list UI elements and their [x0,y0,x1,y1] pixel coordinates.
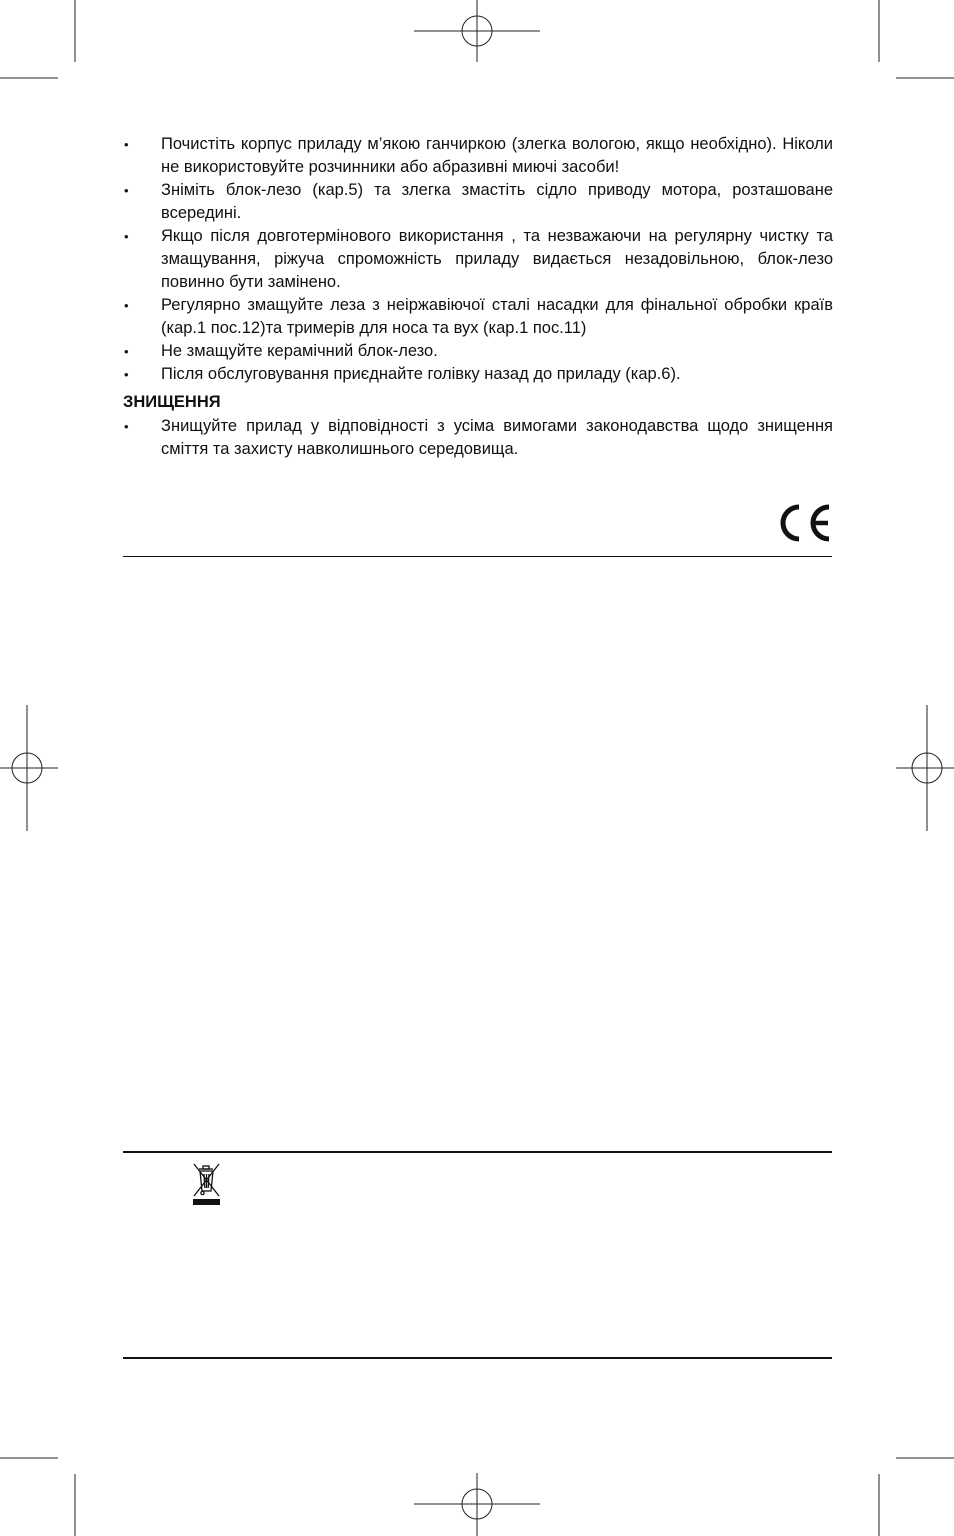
registration-mark-left [0,705,58,831]
list-item-text: Знищуйте прилад у відповідності з усіма вимогами законодавства щодо знищення сміття та захисту навколишнього середовища. [161,417,833,458]
page-content [123,133,833,461]
registration-mark-bottom [414,1473,540,1536]
list-item-text: Почистіть корпус приладу м’якою ганчиркою (злегка вологою, якщо необхідно). Ніколи не використовуйте розчинники або абразивні миючі засоби! [161,135,833,176]
divider [123,556,832,557]
list-item [123,225,833,294]
disposal-heading: ЗНИЩЕННЯ [123,393,221,411]
list-item [123,179,833,225]
list-item-text: Не змащуйте керамічний блок-лезо. [161,342,438,360]
list-item [123,340,833,363]
registration-mark-right [896,705,954,831]
bullet-icon: • [124,419,129,434]
list-item-text: Якщо після довготермінового використання , та незважаючи на регулярну чистку та змащування, ріжуча спроможність приладу видається незадовільною, блок-лезо повинно бути замінено. [161,227,833,291]
registration-mark-top [414,0,540,62]
divider [123,1151,832,1153]
bullet-icon: • [124,137,129,152]
ce-mark-icon [775,503,833,543]
care-instructions-list [123,133,833,386]
bullet-icon: • [124,229,129,244]
list-item [123,133,833,179]
list-item [123,363,833,386]
disposal-list [123,415,833,461]
bullet-icon: • [124,298,129,313]
crossed-out-wheelie-bin-icon [190,1163,222,1207]
divider [123,1357,832,1359]
list-item-text: Регулярно змащуйте леза з неіржавіючої сталі насадки для фінальної обробки країв (кар.1 пос.12)та тримерів для носа та вух (кар.1 пос.11) [161,296,833,337]
bullet-icon: • [124,183,129,198]
list-item-text: Зніміть блок-лезо (кар.5) та злегка змастіть сідло приводу мотора, розташоване всередині. [161,181,833,222]
bullet-icon: • [124,344,129,359]
list-item [123,294,833,340]
list-item-text: Після обслуговування приєднайте голівку назад до приладу (кар.6). [161,365,681,383]
list-item [123,415,833,461]
bullet-icon: • [124,367,129,382]
